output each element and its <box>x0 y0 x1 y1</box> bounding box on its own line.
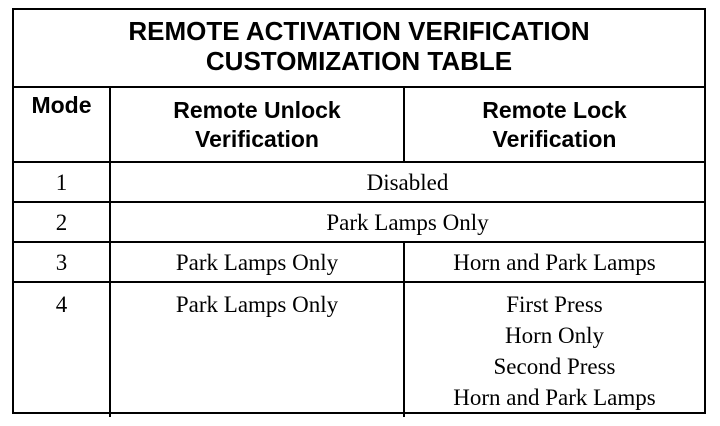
customization-table-figure <box>12 8 706 414</box>
table-title-line-1: REMOTE ACTIVATION VERIFICATION <box>128 16 590 46</box>
header-remote-unlock <box>110 88 404 162</box>
table-row <box>14 162 704 202</box>
mode-cell: 1 <box>14 162 110 202</box>
lock-cell: Horn and Park Lamps <box>404 242 704 282</box>
lock-cell <box>404 282 704 417</box>
lock-cell-line: First Press <box>506 292 603 317</box>
header-lock-line-2: Verification <box>492 125 617 152</box>
unlock-cell: Park Lamps Only <box>110 282 404 417</box>
unlock-cell: Park Lamps Only <box>110 242 404 282</box>
table-title-line-2: CUSTOMIZATION TABLE <box>205 46 513 76</box>
mode-cell: 2 <box>14 202 110 242</box>
verification-cell-combined: Disabled <box>110 162 704 202</box>
table-row <box>14 282 704 417</box>
lock-cell-line: Horn and Park Lamps <box>453 385 656 410</box>
mode-cell: 3 <box>14 242 110 282</box>
header-lock-line-1: Remote Lock <box>482 96 627 123</box>
lock-cell-line: Horn Only <box>504 323 605 348</box>
header-mode: Mode <box>14 88 110 162</box>
verification-cell-combined: Park Lamps Only <box>110 202 704 242</box>
header-unlock-line-1: Remote Unlock <box>173 96 341 123</box>
customization-table <box>14 88 704 417</box>
table-row <box>14 202 704 242</box>
table-row <box>14 242 704 282</box>
table-title <box>14 10 704 88</box>
table-header-row <box>14 88 704 162</box>
header-remote-lock <box>404 88 704 162</box>
header-unlock-line-2: Verification <box>195 125 319 152</box>
lock-cell-line: Second Press <box>493 354 616 379</box>
mode-cell: 4 <box>14 282 110 417</box>
